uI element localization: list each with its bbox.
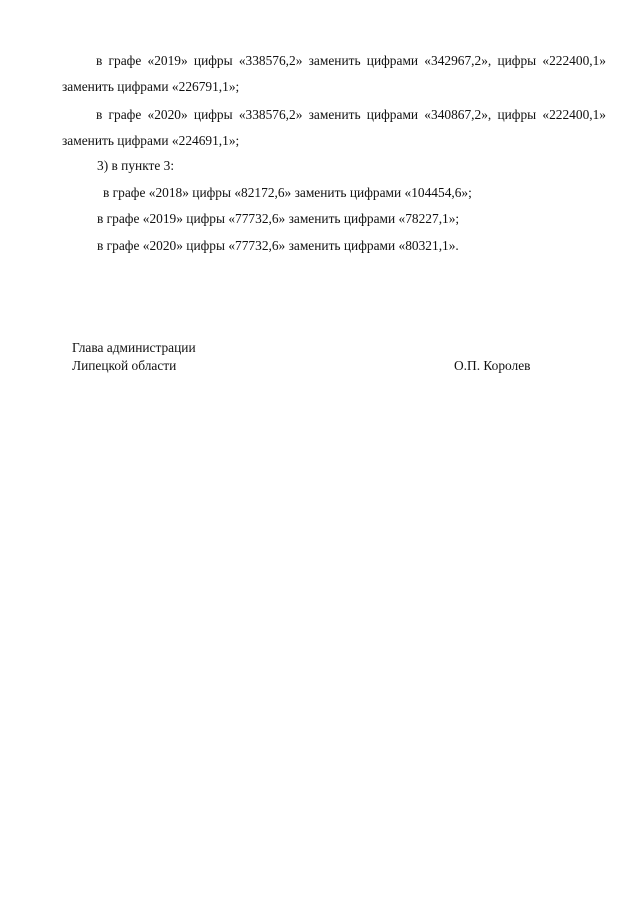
item-line-2020: в графе «2020» цифры «77732,6» заменить цифрами «80321,1». [97,238,459,253]
paragraph-graph-2020: в графе «2020» цифры «338576,2» заменить цифрами «340867,2», цифры «222400,1» заменить цифрами «224691,1»; [62,107,606,148]
item-line-2018: в графе «2018» цифры «82172,6» заменить цифрами «104454,6»; [103,185,472,200]
item-line-2019: в графе «2019» цифры «77732,6» заменить цифрами «78227,1»; [97,211,460,226]
paragraph-graph-2019: в графе «2019» цифры «338576,2» заменить цифрами «342967,2», цифры «222400,1» заменить цифрами «226791,1»; [62,53,606,94]
signature-title-line1: Глава администрации [72,340,196,355]
item-3-heading: 3) в пункте 3: [97,158,175,173]
signature-name: О.П. Королев [454,358,531,373]
signature-title-line2: Липецкой области [72,358,177,373]
